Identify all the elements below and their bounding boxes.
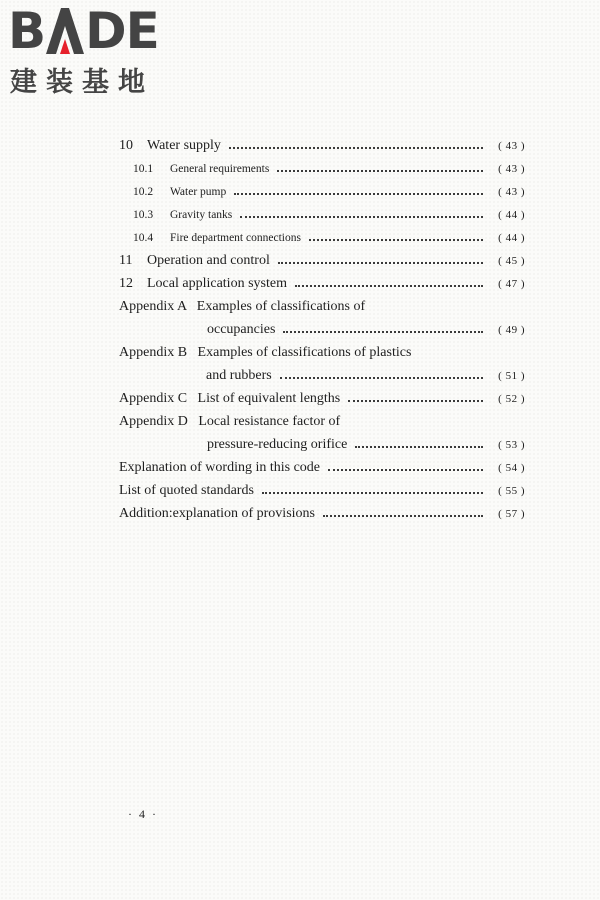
toc-entry-title: Water supply [147,137,221,153]
dot-leader [295,284,483,287]
toc-entry-title: Gravity tanks [170,208,233,221]
toc-entry-number: 10.2 [133,185,154,198]
toc-entry-title: Appendix D Local resistance factor of [119,413,341,429]
toc-entry-appendix-d[interactable] [119,410,525,433]
toc-entry-title: Fire department connections [170,231,301,244]
dot-leader [234,192,483,195]
toc-entry-page: ( 44 ) [498,231,525,244]
toc-entry-page: ( 51 ) [498,369,525,382]
dot-leader [328,468,483,471]
toc-entry-explanation-of-wording[interactable] [119,456,525,479]
toc-entry-page: ( 49 ) [498,323,525,336]
toc-entry-appendix-d-continued[interactable] [119,433,525,456]
dot-leader [278,261,483,264]
dot-leader [229,146,483,149]
toc-entry-title-continuation: and rubbers [206,367,272,383]
toc-entry-appendix-b-continued[interactable] [119,364,525,387]
toc-subentry[interactable] [119,203,525,226]
dot-leader [348,399,483,402]
dot-leader [240,215,483,218]
toc-entry-page: ( 52 ) [498,392,525,405]
toc-entry-page: ( 43 ) [498,139,525,152]
toc-entry-title-continuation: occupancies [207,321,276,337]
dot-leader [309,238,483,241]
toc-entry-page: ( 57 ) [498,507,525,520]
toc-entry-title: Operation and control [147,252,270,268]
toc-entry-title-continuation: pressure-reducing orifice [207,436,348,452]
toc-entry-title: Appendix A Examples of classifications of [119,298,366,314]
toc-entry-page: ( 47 ) [498,277,525,290]
toc-entry-title: Appendix C List of equivalent lengths [119,390,341,406]
logo-letter-b: B [8,2,46,60]
toc-subentry[interactable] [119,180,525,203]
dot-leader [280,376,483,379]
toc-subentry[interactable] [119,157,525,180]
toc-entry[interactable] [119,249,525,272]
logo-letter-a-icon [46,8,84,54]
dot-leader [262,491,483,494]
toc-entry-title: Local application system [147,275,287,291]
toc-entry[interactable] [119,272,525,295]
toc-entry-page: ( 44 ) [498,208,525,221]
page-number: · 4 · [128,807,158,821]
toc-subentry[interactable] [119,226,525,249]
dot-leader [283,330,483,333]
toc-entry-page: ( 54 ) [498,461,525,474]
dot-leader [323,514,483,517]
toc-entry-appendix-c[interactable] [119,387,525,410]
toc-entry-page: ( 53 ) [498,438,525,451]
toc-entry-page: ( 43 ) [498,162,525,175]
toc-entry-appendix-a[interactable] [119,295,525,318]
toc-entry-appendix-a-continued[interactable] [119,318,525,341]
toc-entry-number: 11 [119,252,133,268]
toc-entry-title: Water pump [170,185,227,198]
dot-leader [277,169,483,172]
toc-entry-appendix-b[interactable] [119,341,525,364]
logo-wordmark [8,2,159,60]
toc-entry-page: ( 43 ) [498,185,525,198]
toc-entry-number: 10.1 [133,162,154,175]
logo-subtitle: 建装基地 [10,67,154,98]
toc-entry-title: List of quoted standards [119,482,254,498]
bade-logo [8,2,176,98]
dot-leader [355,445,483,448]
toc-entry-number: 10 [119,137,133,153]
toc-entry-number: 10.3 [133,208,154,221]
logo-letters-de: DE [85,2,159,60]
toc-entry-number: 10.4 [133,231,154,244]
table-of-contents [119,134,525,525]
toc-entry-number: 12 [119,275,133,291]
toc-entry-title: Appendix B Examples of classifications of plastics [119,344,412,360]
toc-entry-title: Addition:explanation of provisions [119,505,315,521]
toc-entry[interactable] [119,134,525,157]
toc-entry-quoted-standards[interactable] [119,479,525,502]
toc-entry-addition[interactable] [119,502,525,525]
toc-entry-title: General requirements [170,162,270,175]
toc-entry-title: Explanation of wording in this code [119,459,321,475]
toc-entry-page: ( 45 ) [498,254,525,267]
toc-entry-page: ( 55 ) [498,484,525,497]
